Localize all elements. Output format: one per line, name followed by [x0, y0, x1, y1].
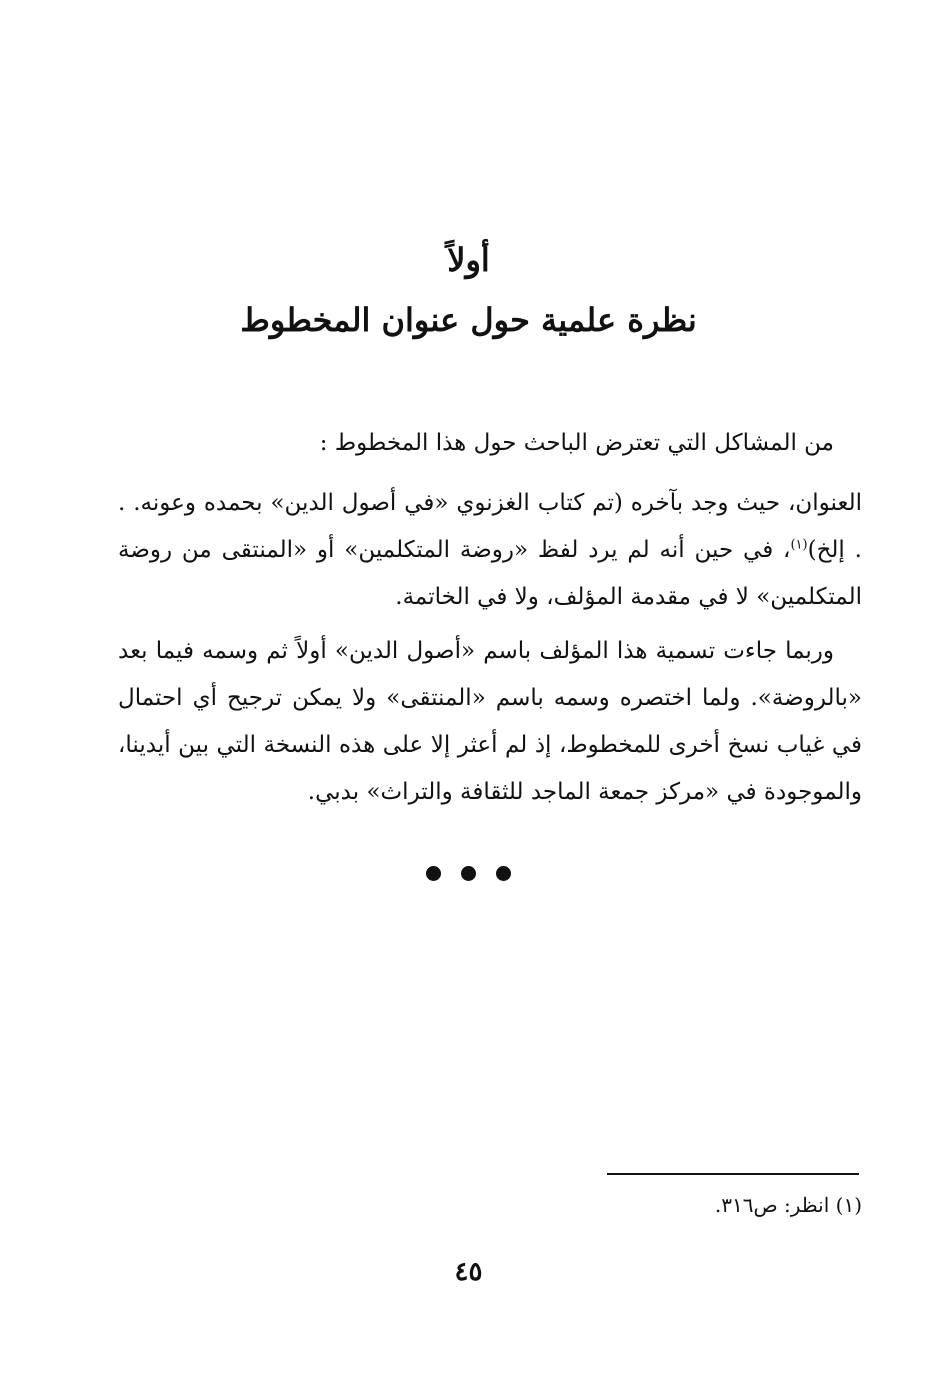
- page-number: ٤٥: [454, 1257, 483, 1287]
- intro-paragraph: [118, 420, 862, 467]
- section-number-heading: أولاً: [447, 241, 490, 279]
- footnote-divider: [607, 1173, 859, 1175]
- intro-text: من المشاكل التي تعترض الباحث حول هذا المخطوط :: [319, 430, 834, 456]
- paragraph-title-issue-text-start: العنوان، حيث وجد بآخره (تم كتاب الغزنوي «في أصول الدين» بحمده وعونه. . . إلخ): [118, 490, 862, 563]
- paragraph-title-issue-text-end: ، في حين أنه لم يرد لفظ «روضة المتكلمين» أو «المنتقى من روضة المتكلمين» لا في مقدمة المؤلف، ولا في الخاتمة.: [118, 537, 862, 610]
- paragraph-title-issue: [118, 480, 862, 621]
- paragraph-naming-hypothesis: [118, 628, 862, 816]
- footnote: (١) انظر: ص٣١٦.: [714, 1193, 862, 1217]
- footnote-reference: (١): [790, 537, 808, 553]
- separator-dot: [461, 866, 476, 881]
- separator-dot: [496, 866, 511, 881]
- section-separator: [0, 866, 937, 881]
- paragraph-naming-hypothesis-text: وربما جاءت تسمية هذا المؤلف باسم «أصول الدين» أولاً ثم وسمه فيما بعد «بالروضة». ولما اختصره وسمه باسم «المنتقى» ولا يمكن ترجيح أي احتمال في غياب نسخ أخرى للمخطوط، إذ لم أعثر إلا على هذه النسخة التي بين أيدينا، والموجودة في «مركز جمعة الماجد للثقافة والتراث» بدبي.: [118, 638, 862, 805]
- separator-dot: [426, 866, 441, 881]
- section-title-heading: نظرة علمية حول عنوان المخطوط: [240, 301, 697, 339]
